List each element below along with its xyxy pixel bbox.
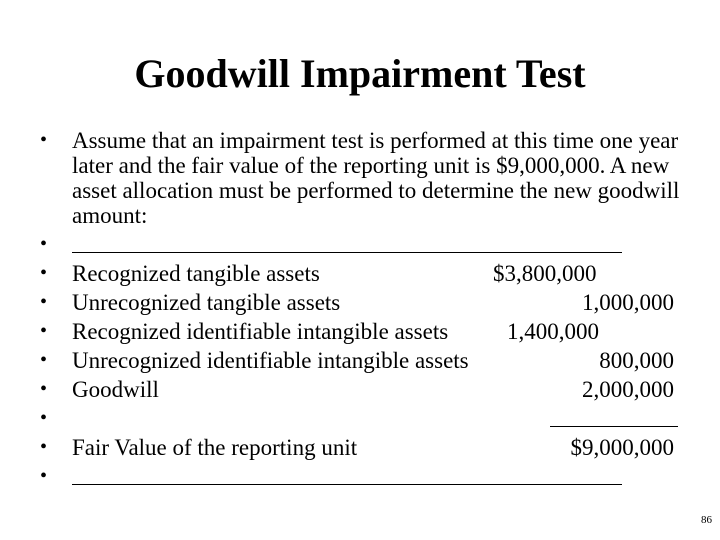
- bullet-icon: •: [40, 378, 48, 400]
- total-label: Fair Value of the reporting unit: [72, 435, 358, 460]
- line-item-label: Recognized tangible assets: [72, 261, 320, 286]
- line-item-amount: $3,800,000: [493, 261, 597, 286]
- line-item-row: [0, 377, 720, 406]
- rule-bullet-subtotal: [0, 406, 720, 435]
- line-item-row: [0, 261, 720, 290]
- rule-bullet-bottom: [0, 464, 720, 493]
- line-item-row: [0, 319, 720, 348]
- page-number: 86: [701, 514, 712, 526]
- bullet-icon: •: [40, 262, 48, 284]
- total-amount: $9,000,000: [570, 435, 674, 460]
- bullet-icon: •: [40, 320, 48, 342]
- bullet-icon: •: [40, 465, 48, 487]
- bullet-icon: •: [40, 349, 48, 371]
- bullet-list: [0, 128, 720, 493]
- bullet-icon: •: [40, 233, 48, 255]
- line-item-amount: 1,000,000: [582, 290, 674, 315]
- intro-text: Assume that an impairment test is performed at this time one year later and the fair value of the reporting unit is $9,000,000. A new asset allocation must be performed to determine the new goodwill amount:: [72, 128, 680, 228]
- intro-bullet: [0, 128, 720, 228]
- line-item-amount: 2,000,000: [582, 377, 674, 402]
- line-item-row: [0, 290, 720, 319]
- line-item-label: Goodwill: [72, 377, 159, 402]
- separator-line: [72, 484, 622, 485]
- line-item-amount: 800,000: [599, 348, 674, 373]
- slide-title: Goodwill Impairment Test: [134, 51, 586, 96]
- bullet-icon: •: [40, 291, 48, 313]
- separator-line: [72, 252, 622, 253]
- line-item-label: Unrecognized identifiable intangible assets: [72, 348, 469, 373]
- total-row: [0, 435, 720, 464]
- subtotal-line: [550, 426, 678, 427]
- line-item-row: [0, 348, 720, 377]
- rule-bullet-top: [0, 232, 720, 261]
- bullet-icon: •: [40, 436, 48, 458]
- line-item-label: Unrecognized tangible assets: [72, 290, 341, 315]
- line-item-label: Recognized identifiable intangible assets: [72, 319, 449, 344]
- bullet-icon: •: [40, 129, 48, 151]
- line-item-amount: 1,400,000: [507, 319, 599, 344]
- bullet-icon: •: [40, 407, 48, 429]
